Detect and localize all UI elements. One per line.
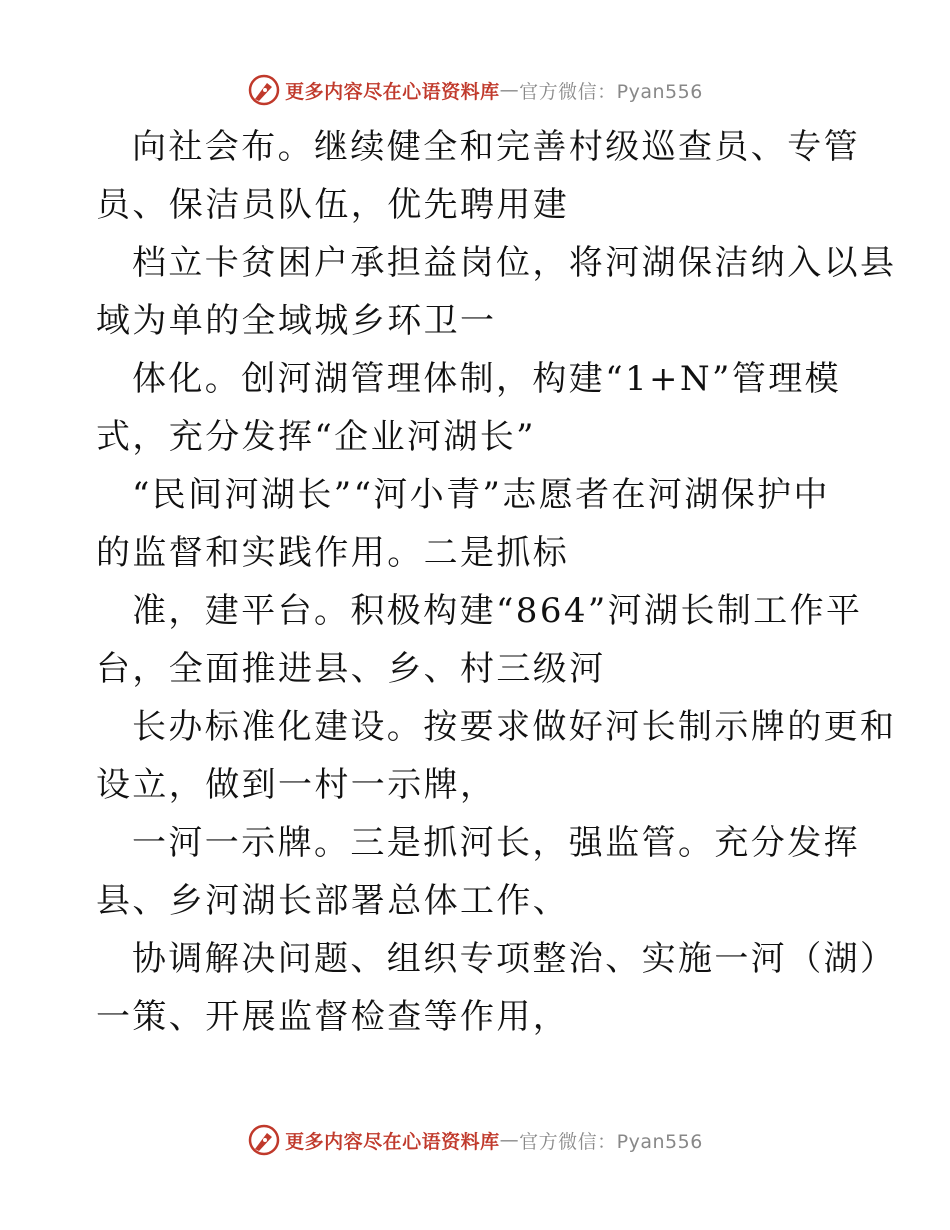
watermark-brand-text: 更多内容尽在心语资料库 xyxy=(285,1130,500,1153)
document-line: 协调解决问题、组织专项整治、实施一河（湖） xyxy=(132,939,897,979)
watermark-contact-text: 官方微信：Pyan556 xyxy=(519,1130,703,1153)
document-line: 台，全面推进县、乡、村三级河 xyxy=(96,649,606,689)
document-line: 的监督和实践作用。二是抓标 xyxy=(96,533,570,573)
document-line: 向社会布。继续健全和完善村级巡查员、专管 xyxy=(132,127,860,167)
document-line: 一河一示牌。三是抓河长，强监管。充分发挥 xyxy=(132,823,860,863)
pen-nib-logo-icon xyxy=(247,73,281,107)
document-line: 一策、开展监督检查等作用， xyxy=(96,997,570,1037)
document-line: 设立，做到一村一示牌， xyxy=(96,765,497,805)
header-watermark xyxy=(0,70,950,110)
watermark-brand-text: 更多内容尽在心语资料库 xyxy=(285,80,500,103)
pen-nib-logo-icon xyxy=(247,1123,281,1157)
document-line: 员、保洁员队伍，优先聘用建 xyxy=(96,185,570,225)
document-line: 式，充分发挥“企业河湖长” xyxy=(96,417,536,457)
document-line: 体化。创河湖管理体制，构建“1+N”管理模 xyxy=(132,359,842,399)
document-line: “民间河湖长”“河小青”志愿者在河湖保护中 xyxy=(132,475,830,515)
document-line: 准，建平台。积极构建“864”河湖长制工作平 xyxy=(132,591,863,631)
watermark-contact-text: 官方微信：Pyan556 xyxy=(519,80,703,103)
document-body xyxy=(96,118,897,1046)
document-line: 档立卡贫困户承担益岗位，将河湖保洁纳入以县 xyxy=(132,243,897,283)
watermark-separator: — xyxy=(499,79,520,101)
watermark-separator: — xyxy=(499,1129,520,1151)
document-line: 县、乡河湖长部署总体工作、 xyxy=(96,881,570,921)
footer-watermark xyxy=(0,1120,950,1160)
document-line: 长办标准化建设。按要求做好河长制示牌的更和 xyxy=(132,707,897,747)
document-line: 域为单的全域城乡环卫一 xyxy=(96,301,497,341)
